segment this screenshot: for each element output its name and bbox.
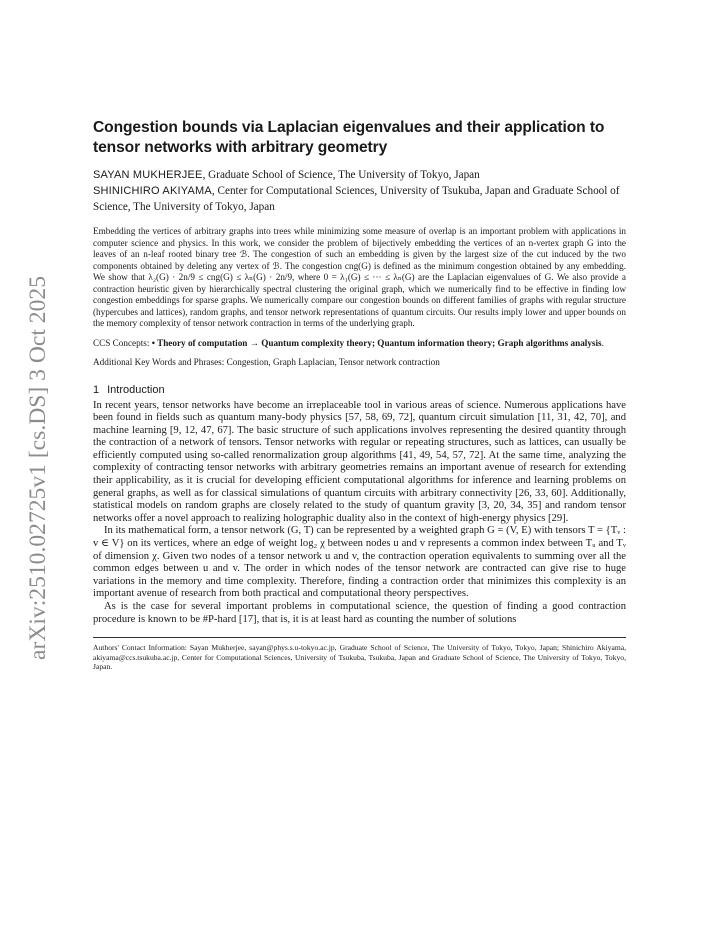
section-heading — [93, 384, 626, 396]
author-affiliation: , Center for Computational Sciences, University of Tsukuba, Japan and Graduate School of Science, The University of Tokyo, Japan — [93, 185, 620, 213]
body-paragraph: As is the case for several important problems in computational science, the question of finding a good contraction procedure is known to be #P-hard [17], that is, it is at least hard as counting the number of solutions — [93, 601, 626, 625]
author-entry — [93, 183, 626, 215]
section-title: Introduction — [107, 383, 165, 396]
section-number: 1 — [93, 383, 100, 396]
arxiv-identifier-stamp — [4, 268, 64, 668]
abstract: Embedding the vertices of arbitrary graphs into trees while minimizing some measure of overlap is an important problem with applications in computer science and physics. In this work, we consider the problem of bijectively embedding the vertices of an n-vertex graph G into the leaves of an n-leaf rooted binary tree ℬ. The congestion of such an embedding is given by the largest size of the cut induced by the two components obtained by deleting any vertex of ℬ. The congestion cng(G) is defined as the minimum congestion obtained by any embedding. We show that λ₂(G) · 2n/9 ≤ cng(G) ≤ λₙ(G) · 2n/9, where 0 = λ₁(G) ≤ ··· ≤ λₙ(G) are the Laplacian eigenvalues of G. We also provide a contraction heuristic given by hierarchically spectral clustering the original graph, which we numerically find to be effective in finding low congestion embeddings for sparse graphs. We numerically compare our congestion bounds on different families of graphs with regular structure (hypercubes and lattices), random graphs, and tensor network representations of quantum circuits. Our results imply lower and upper bounds on the memory complexity of tensor network contraction in terms of the underlying graph. — [93, 226, 626, 328]
ccs-terms: • Theory of computation → Quantum complexity theory; Quantum information theory; Graph algorithms analysis — [151, 337, 602, 348]
author-block — [93, 167, 626, 215]
author-name: SHINICHIRO AKIYAMA — [93, 185, 212, 197]
ccs-concepts: CCS Concepts: • Theory of computation → Quantum complexity theory; Quantum information theory; Graph algorithms analysis. — [93, 337, 604, 348]
footnote-divider — [93, 637, 626, 638]
body-paragraph: In recent years, tensor networks have become an irreplaceable tool in various areas of science. Numerous applications have been found in fields such as quantum many-body physics [57, 58, 69, 72], quantum circuit simulation [11, 31, 42, 70], and machine learning [9, 12, 47, 67]. The basic structure of such applications involves representing the desired quantity through the contraction of a network of tensors. Tensor networks with regular or repeating structures, such as lattices, can usually be efficiently computed using so-called renormalization group algorithms [41, 49, 54, 57, 72]. At the same time, analyzing the complexity of contracting tensor networks with arbitrary geometries remains an important avenue of research for extending their applicability, as it is crucial for developing efficient computational algorithms for inference and learning problems on general graphs, as well as for classical simulations of quantum circuits with arbitrary connectivity [26, 33, 60]. Additionally, statistical models on random graphs are closely related to the study of quantum gravity [3, 20, 34, 35] and random tensor networks offer a novel approach to realizing holographic duality also in the context of high-energy physics [29]. — [93, 399, 626, 524]
ccs-label: CCS Concepts: — [93, 337, 152, 348]
arxiv-stamp-text: arXiv:2510.02725v1 [cs.DS] 3 Oct 2025 — [25, 285, 50, 660]
introduction-body — [93, 400, 626, 627]
paper-title: Congestion bounds via Laplacian eigenvalues and their application to tensor networks with arbitrary geometry — [93, 119, 605, 156]
keywords: Additional Key Words and Phrases: Congestion, Graph Laplacian, Tensor network contraction — [93, 357, 440, 367]
paper-page — [93, 118, 626, 672]
author-name: SAYAN MUKHERJEE — [93, 169, 203, 181]
contact-footnote: Authors' Contact Information: Sayan Mukherjee, sayan@phys.s.u-tokyo.ac.jp, Graduate School of Science, The University of Tokyo, Tokyo, Japan; Shinichiro Akiyama, akiyama@ccs.tsukuba.ac.jp, Center for Computational Sciences, University of Tsukuba, Tsukuba, Japan and Graduate School of Science, The University of Tokyo, Tokyo, Japan. — [93, 643, 626, 672]
author-affiliation: , Graduate School of Science, The University of Tokyo, Japan — [202, 169, 480, 181]
author-entry — [93, 167, 626, 183]
body-paragraph: In its mathematical form, a tensor network (G, T) can be represented by a weighted graph G = (V, E) with tensors T = {Tᵥ : v ∈ V} on its vertices, where an edge of weight log₂ χ between nodes u and v represents a common index between Tᵤ and Tᵥ of dimension χ. Given two nodes of a tensor network u and v, the contraction operation equivalents to summing over all the common edges between u and v. The order in which nodes of the tensor network are contracted can give rise to huge variations in the memory and time complexity. Therefore, finding a contraction order that minimizes this complexity is an important avenue of research from both practical and computational theory perspectives. — [93, 525, 626, 600]
